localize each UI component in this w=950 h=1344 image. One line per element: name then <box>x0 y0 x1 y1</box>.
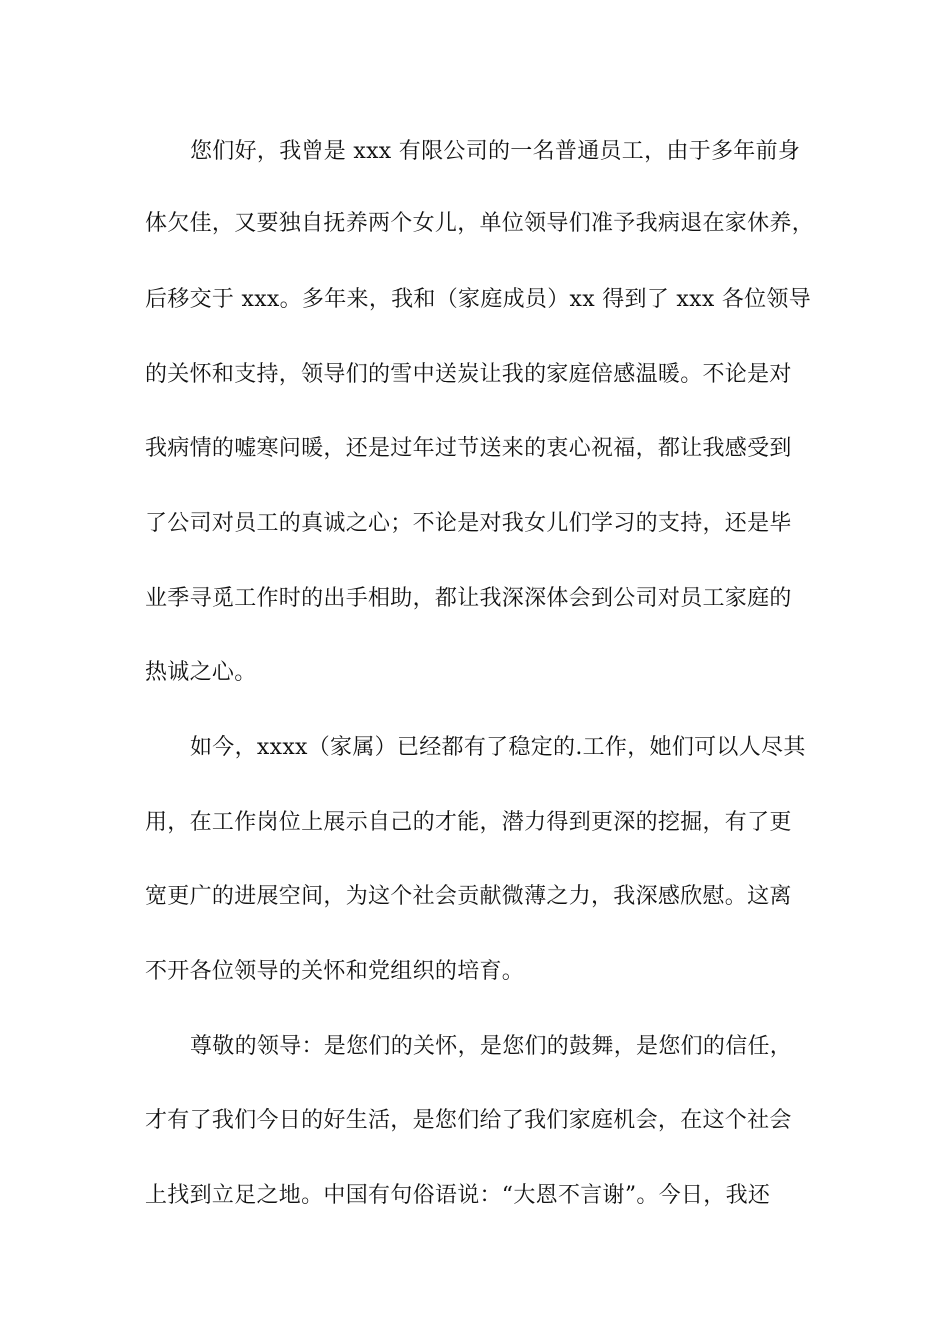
paragraph-2-line-1: 如今，xxxx（家属）已经都有了稳定的.工作，她们可以人尽其 <box>190 735 806 760</box>
paragraph-1-line-7: 业季寻觅工作时的出手相助，都让我深深体会到公司对员工家庭的 <box>145 586 792 611</box>
paragraph-1-line-3: 后移交于 xxx。多年来，我和（家庭成员）xx 得到了 xxx 各位领导 <box>145 287 812 312</box>
paragraph-1-line-5: 我病情的嘘寒问暖，还是过年过节送来的衷心祝福，都让我感受到 <box>145 436 792 461</box>
paragraph-1-line-6: 了公司对员工的真诚之心；不论是对我女儿们学习的支持，还是毕 <box>145 511 792 536</box>
paragraph-2-line-3: 宽更广的进展空间，为这个社会贡献微薄之力，我深感欣慰。这离 <box>145 884 792 909</box>
paragraph-1-line-4: 的关怀和支持，领导们的雪中送炭让我的家庭倍感温暖。不论是对 <box>145 362 792 387</box>
paragraph-2-line-2: 用，在工作岗位上展示自己的才能，潜力得到更深的挖掘，有了更 <box>145 810 792 835</box>
paragraph-1-line-2: 体欠佳，又要独自抚养两个女儿，单位领导们准予我病退在家休养， <box>145 211 815 236</box>
paragraph-1-line-1: 您们好，我曾是 xxx 有限公司的一名普通员工，由于多年前身 <box>190 139 801 164</box>
paragraph-2-line-4: 不开各位领导的关怀和党组织的培育。 <box>145 959 525 984</box>
paragraph-3-line-1: 尊敬的领导：是您们的关怀，是您们的鼓舞，是您们的信任， <box>190 1034 793 1059</box>
paragraph-3-line-2: 才有了我们今日的好生活，是您们给了我们家庭机会，在这个社会 <box>145 1108 792 1133</box>
paragraph-3-line-3: 上找到立足之地。中国有句俗语说：“大恩不言谢”。今日，我还 <box>145 1183 771 1208</box>
paragraph-1-line-8: 热诚之心。 <box>145 660 257 685</box>
